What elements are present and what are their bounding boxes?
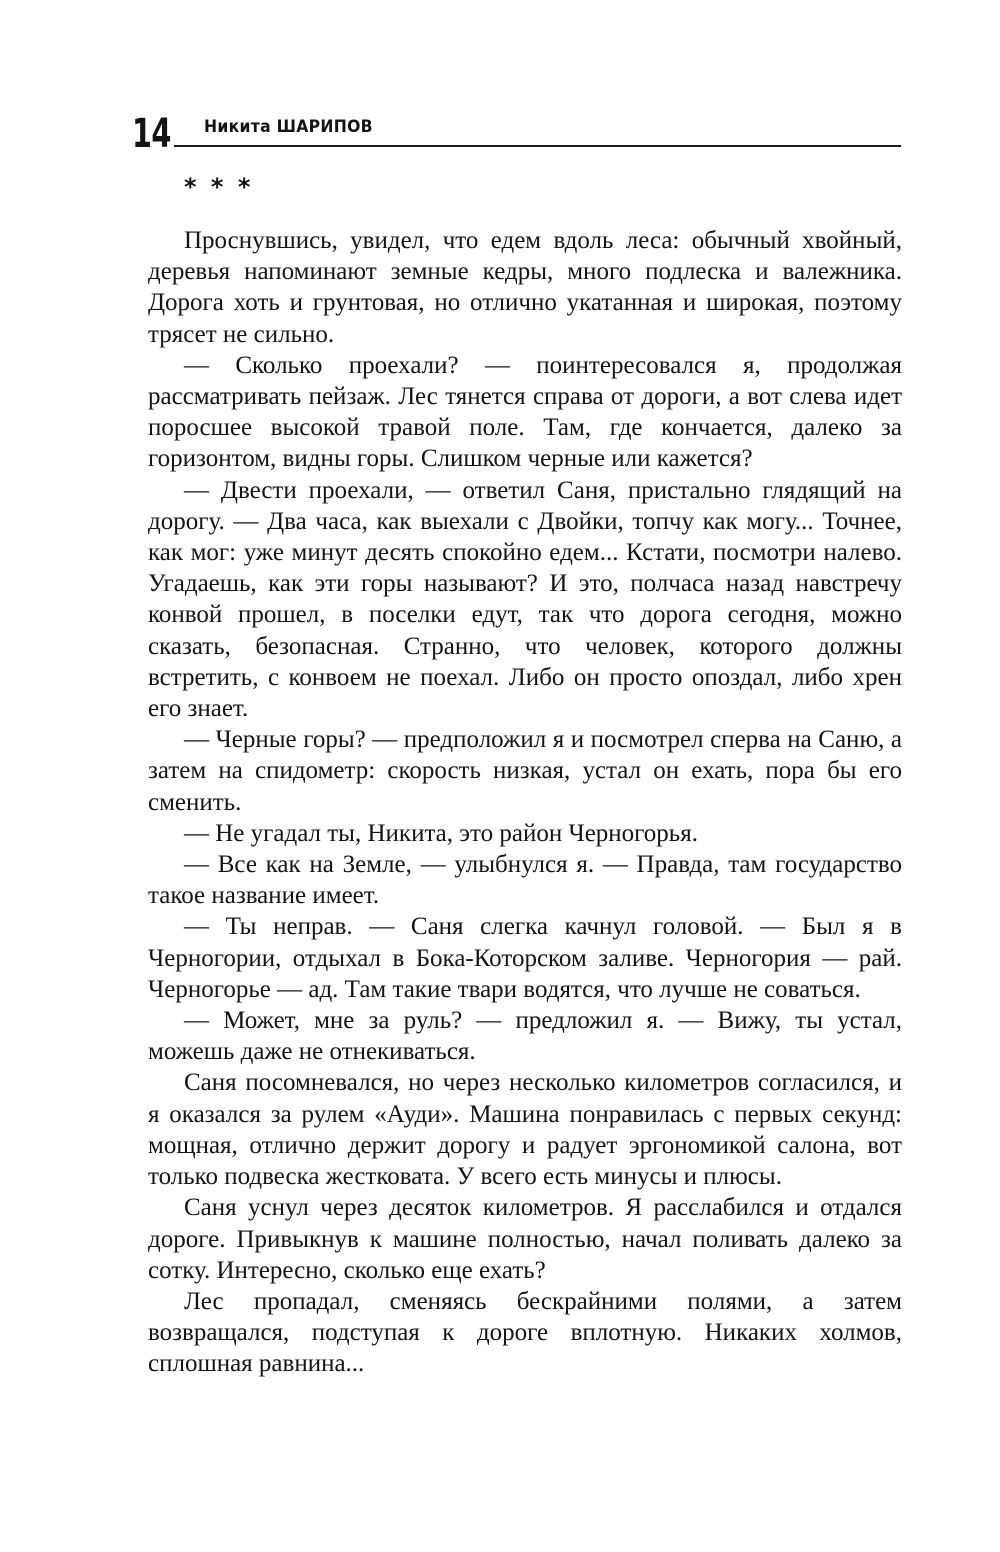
paragraph: — Сколько проехали? — поинтересовался я, продолжая рассматривать пейзаж. Лес тянется справа от дороги, а вот слева идет поросшее высокой травой поле. Там, где кончается, далеко за горизонтом, видны горы. Слишком черные или кажется? <box>148 351 902 473</box>
running-title: Никита ШАРИПОВ <box>204 117 373 137</box>
section-break: * * * <box>184 173 251 201</box>
paragraph: Лес пропадал, сменяясь бескрайними полями, а затем возвращался, подступая к дороге вплотную. Никаких холмов, сплошная равнина... <box>148 1287 902 1378</box>
page-number: 14 <box>132 111 171 157</box>
paragraph: — Черные горы? — предположил я и посмотрел сперва на Саню, а затем на спидометр: скорость низкая, устал он ехать, пора бы его сменить. <box>148 726 902 816</box>
body-text <box>148 225 902 1380</box>
paragraph: — Ты неправ. — Саня слегка качнул головой. — Был я в Черногории, отдыхал в Бока-Которском заливе. Черногория — рай. Черногорье — ад. Там такие твари водятся, что лучше не соваться. <box>148 913 902 1003</box>
header-rule <box>174 145 901 147</box>
paragraph: — Все как на Земле, — улыбнулся я. — Правда, там государство такое название имеет. <box>148 851 902 910</box>
paragraph: Саня уснул через десяток километров. Я расслабился и отдался дороге. Привыкнув к машине полностью, начал поливать далеко за сотку. Интересно, сколько еще ехать? <box>148 1194 902 1284</box>
paragraph: Саня посомневался, но через несколько километров согласился, и я оказался за рулем «Ауди». Машина понравилась с первых секунд: мощная, отлично держит дорогу и радует эргономикой салона, вот только подвеска жестковата. У всего есть минусы и плюсы. <box>148 1069 902 1191</box>
paragraph: — Двести проехали, — ответил Саня, пристально глядящий на дорогу. — Два часа, как выехали с Двойки, топчу как могу... Точнее, как мог: уже минут десять спокойно едем... Кстати, посмотри налево. Угадаешь, как эти горы называют? И это, полчаса назад навстречу конвой прошел, в поселки едут, так что дорога сегодня, можно сказать, безопасная. Странно, что человек, которого должны встретить, с конвоем не поехал. Либо он просто опоздал, либо хрен его знает. <box>148 476 902 723</box>
paragraph: — Может, мне за руль? — предложил я. — Вижу, ты устал, можешь даже не отнекиваться. <box>148 1007 902 1066</box>
paragraph: Проснувшись, увидел, что едем вдоль леса: обычный хвойный, деревья напоминают земные кедры, много подлеска и валежника. Дорога хоть и грунтовая, но отлично укатанная и широкая, поэтому трясет не сильно. <box>148 227 902 348</box>
paragraph: — Не угадал ты, Никита, это район Черногорья. <box>184 819 698 847</box>
